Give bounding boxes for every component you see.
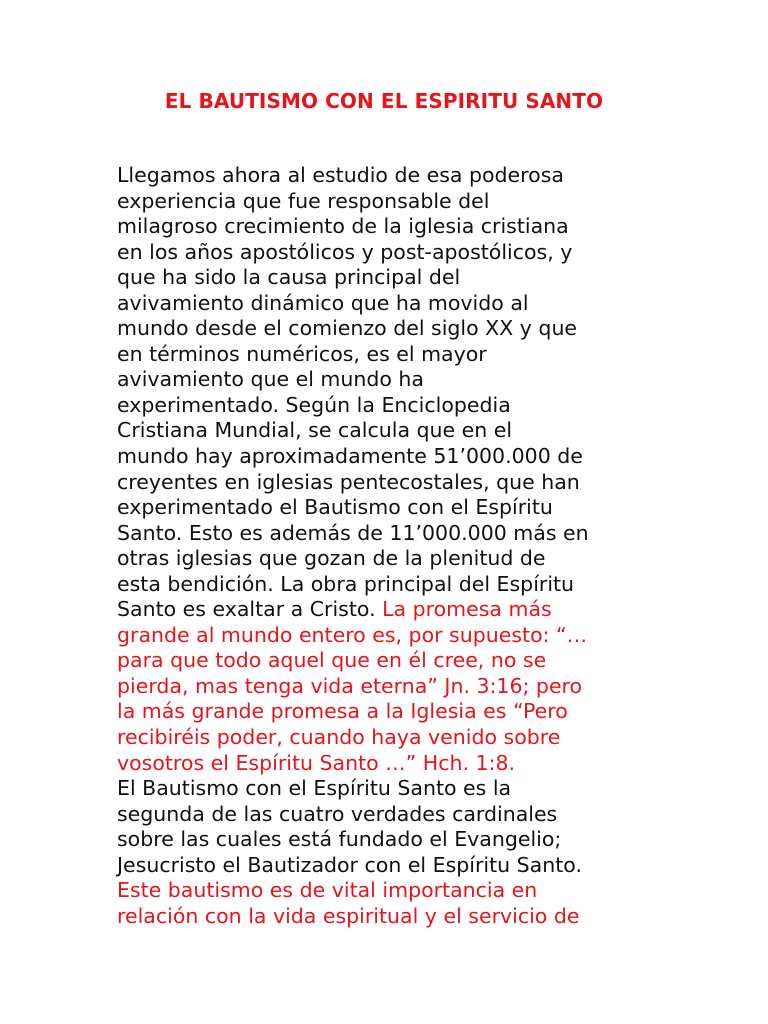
text-line: [117, 470, 677, 496]
document-body: [117, 163, 677, 929]
document-title: EL BAUTISMO CON EL ESPIRITU SANTO: [164, 89, 604, 113]
text-line: [117, 572, 677, 598]
body-text-segment: en términos numéricos, es el mayor: [117, 341, 487, 366]
body-text-segment: experiencia que fue responsable del: [117, 188, 490, 213]
body-text-segment: mundo hay aproximadamente 51’000.000 de: [117, 444, 583, 469]
text-line: [117, 444, 677, 470]
text-line: [117, 521, 677, 547]
text-line: [117, 674, 677, 700]
text-line: [117, 189, 677, 215]
body-text-segment: avivamiento que el mundo ha: [117, 367, 424, 392]
body-text-segment: Santo. Esto es además de 11’000.000 más en: [117, 520, 589, 545]
highlighted-text: relación con la vida espiritual y el servicio de: [117, 903, 580, 928]
highlighted-text: recibiréis poder, cuando haya venido sobre: [117, 725, 561, 750]
text-line: [117, 163, 677, 189]
highlighted-text: La promesa más: [382, 597, 552, 622]
text-line: [117, 214, 677, 240]
text-line: [117, 827, 677, 853]
body-text-segment: El Bautismo con el Espíritu Santo es la: [117, 776, 512, 801]
text-line: [117, 495, 677, 521]
highlighted-text: para que todo aquel que en él cree, no se: [117, 648, 547, 673]
body-text-segment: segunda de las cuatro verdades cardinales: [117, 801, 558, 826]
highlighted-text: Este bautismo es de vital importancia en: [117, 878, 538, 903]
text-line: [117, 393, 677, 419]
text-line: [117, 751, 677, 777]
body-text-segment: milagroso crecimiento de la iglesia cristiana: [117, 214, 569, 239]
body-text-segment: sobre las cuales está fundado el Evangelio;: [117, 827, 562, 852]
text-line: [117, 342, 677, 368]
body-text-segment: avivamiento dinámico que ha movido al: [117, 290, 529, 315]
text-line: [117, 240, 677, 266]
text-line: [117, 904, 677, 930]
text-line: [117, 725, 677, 751]
text-line: [117, 776, 677, 802]
text-line: [117, 853, 677, 879]
body-text-segment: Jesucristo el Bautizador con el Espíritu Santo.: [117, 852, 582, 877]
highlighted-text: la más grande promesa a la Iglesia es “Pero: [117, 699, 568, 724]
body-text-segment: en los años apostólicos y post-apostólicos, y: [117, 239, 573, 264]
body-text-segment: mundo desde el comienzo del siglo XX y que: [117, 316, 578, 341]
body-text-segment: experimentado. Según la Enciclopedia: [117, 392, 511, 417]
text-line: [117, 648, 677, 674]
body-text-segment: que ha sido la causa principal del: [117, 265, 461, 290]
body-text-segment: esta bendición. La obra principal del Espíritu: [117, 571, 575, 596]
text-line: [117, 418, 677, 444]
text-line: [117, 597, 677, 623]
text-line: [117, 265, 677, 291]
body-text-segment: Santo es exaltar a Cristo.: [117, 597, 383, 622]
highlighted-text: pierda, mas tenga vida eterna” Jn. 3:16; pero: [117, 673, 583, 698]
text-line: [117, 291, 677, 317]
text-line: [117, 546, 677, 572]
highlighted-text: vosotros el Espíritu Santo …” Hch. 1:8.: [117, 750, 516, 775]
text-line: [117, 367, 677, 393]
text-line: [117, 699, 677, 725]
body-text-segment: Llegamos ahora al estudio de esa poderosa: [117, 163, 564, 187]
highlighted-text: grande al mundo entero es, por supuesto: “…: [117, 622, 588, 647]
text-line: [117, 316, 677, 342]
body-text-segment: otras iglesias que gozan de la plenitud de: [117, 546, 546, 571]
text-line: [117, 878, 677, 904]
body-text-segment: creyentes en iglesias pentecostales, que han: [117, 469, 580, 494]
text-line: [117, 623, 677, 649]
body-text-segment: experimentado el Bautismo con el Espíritu: [117, 495, 553, 520]
body-text-segment: Cristiana Mundial, se calcula que en el: [117, 418, 513, 443]
text-line: [117, 802, 677, 828]
